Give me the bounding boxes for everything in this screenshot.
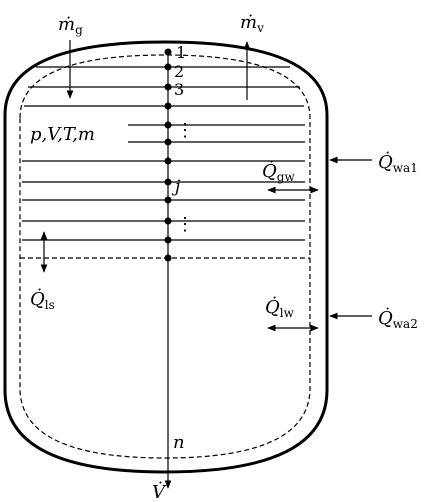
node-dots-lower: ⋮: [176, 214, 194, 235]
Q-gw-label: $Q̇_{gw}$: [262, 161, 295, 184]
node-6: [165, 139, 172, 146]
node-4: [165, 103, 172, 110]
Vdot-label: V̇: [152, 482, 165, 502]
state-vars-label: p,V,T,m: [30, 124, 95, 145]
node-2: [165, 64, 172, 71]
node-j: [165, 179, 172, 186]
node-7: [165, 158, 172, 165]
node-12: [165, 255, 172, 262]
mdot-g-label: ṁ$_g$: [58, 14, 83, 37]
node-3-label: 3: [174, 80, 185, 99]
Q-ls-label: $Q̇_{ls}$: [30, 289, 55, 312]
Q-wa2-label: $Q̇_{wa2}$: [378, 308, 418, 331]
node-j-label: j: [175, 177, 181, 197]
node-9: [165, 197, 172, 204]
node-11: [165, 237, 172, 244]
node-10: [165, 218, 172, 225]
node-3: [165, 84, 172, 91]
node-dots-upper: ⋮: [176, 120, 194, 141]
node-n-label: n: [173, 432, 185, 453]
node-1-label: 1: [176, 43, 187, 62]
node-2-label: 2: [174, 62, 185, 81]
mdot-v-label: ṁ$_v$: [240, 12, 264, 35]
Q-wa1-label: $Q̇_{wa1}$: [378, 152, 418, 175]
Q-lw-label: $Q̇_{lw}$: [265, 297, 294, 320]
gas-layer-lines: [22, 67, 305, 240]
node-5: [165, 122, 172, 129]
node-1: [165, 49, 172, 56]
